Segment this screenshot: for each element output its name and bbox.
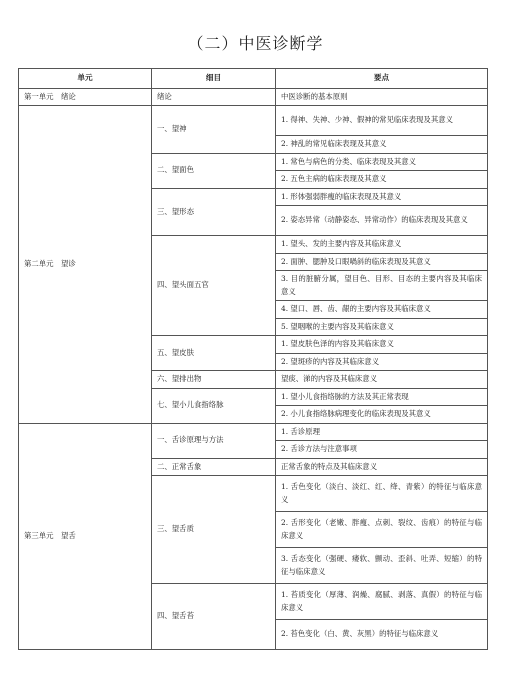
point-cell: 1. 苔质变化（厚薄、润燥、腐腻、剥落、真假）的特征与临床意义 <box>276 584 488 620</box>
document-title: （二）中医诊断学 <box>187 34 324 53</box>
item-cell: 四、望头面五官 <box>152 236 276 336</box>
point-cell: 2. 姿态异常（动静姿态、异常动作）的临床表现及其意义 <box>276 206 488 236</box>
item-cell: 二、正常舌象 <box>152 458 276 476</box>
unit-cell: 第二单元 望诊 <box>19 106 152 424</box>
point-cell: 1. 望皮肤色泽的内容及其临床意义 <box>276 336 488 354</box>
item-cell: 绪论 <box>152 88 276 106</box>
item-cell: 七、望小儿食指络脉 <box>152 388 276 423</box>
point-cell: 2. 小儿食指络脉病理变化的临床表现及其意义 <box>276 406 488 424</box>
point-cell: 1. 舌色变化（淡白、淡红、红、绛、青紫）的特征与临床意义 <box>276 476 488 512</box>
point-cell: 2. 舌形变化（老嫩、胖瘦、点刺、裂纹、齿痕）的特征与临床意义 <box>276 512 488 548</box>
point-cell: 5. 望咽喉的主要内容及其临床意义 <box>276 318 488 336</box>
item-cell: 一、望神 <box>152 106 276 154</box>
point-cell: 1. 得神、失神、少神、假神的常见临床表现及其意义 <box>276 106 488 136</box>
header-point: 要点 <box>276 69 488 89</box>
point-cell: 2. 舌诊方法与注意事项 <box>276 441 488 459</box>
table-row <box>19 423 488 441</box>
point-cell: 2. 苔色变化（白、黄、灰黑）的特征与临床意义 <box>276 620 488 650</box>
table-row <box>19 88 488 106</box>
point-cell: 3. 目的脏腑分属，望目色、目形、目态的主要内容及其临床意义 <box>276 271 488 301</box>
header-item: 细目 <box>152 69 276 89</box>
point-cell: 3. 舌态变化（强硬、痿软、颤动、歪斜、吐弄、短缩）的特征与临床意义 <box>276 548 488 584</box>
item-cell: 一、舌诊原理与方法 <box>152 423 276 458</box>
point-cell: 2. 望斑疹的内容及其临床意义 <box>276 353 488 371</box>
item-cell: 二、望面色 <box>152 153 276 188</box>
point-cell: 2. 面肿、腮肿及口眼喎斜的临床表现及其意义 <box>276 253 488 271</box>
point-cell: 正常舌象的特点及其临床意义 <box>276 458 488 476</box>
syllabus-table <box>18 68 488 650</box>
point-cell: 1. 形体强弱胖瘦的临床表现及其意义 <box>276 188 488 206</box>
point-cell: 1. 舌诊原理 <box>276 423 488 441</box>
unit-cell: 第三单元 望舌 <box>19 423 152 650</box>
unit-cell: 第一单元 绪论 <box>19 88 152 106</box>
point-cell: 2. 神乱的常见临床表现及其意义 <box>276 136 488 154</box>
item-cell: 六、望排出物 <box>152 371 276 389</box>
point-cell: 2. 五色主病的临床表现及其意义 <box>276 171 488 189</box>
point-cell: 4. 望口、唇、齿、龈的主要内容及其临床意义 <box>276 301 488 319</box>
item-cell: 三、望形态 <box>152 188 276 236</box>
item-cell: 五、望皮肤 <box>152 336 276 371</box>
point-cell: 1. 望头、发的主要内容及其临床意义 <box>276 236 488 254</box>
header-unit: 单元 <box>19 69 152 89</box>
point-cell: 1. 常色与病色的分类、临床表现及其意义 <box>276 153 488 171</box>
table-header-row <box>19 69 488 89</box>
table-row <box>19 106 488 136</box>
item-cell: 三、望舌质 <box>152 476 276 584</box>
point-cell: 中医诊断的基本原则 <box>276 88 488 106</box>
point-cell: 1. 望小儿食指络脉的方法及其正常表现 <box>276 388 488 406</box>
point-cell: 望痰、涕的内容及其临床意义 <box>276 371 488 389</box>
item-cell: 四、望舌苔 <box>152 584 276 650</box>
